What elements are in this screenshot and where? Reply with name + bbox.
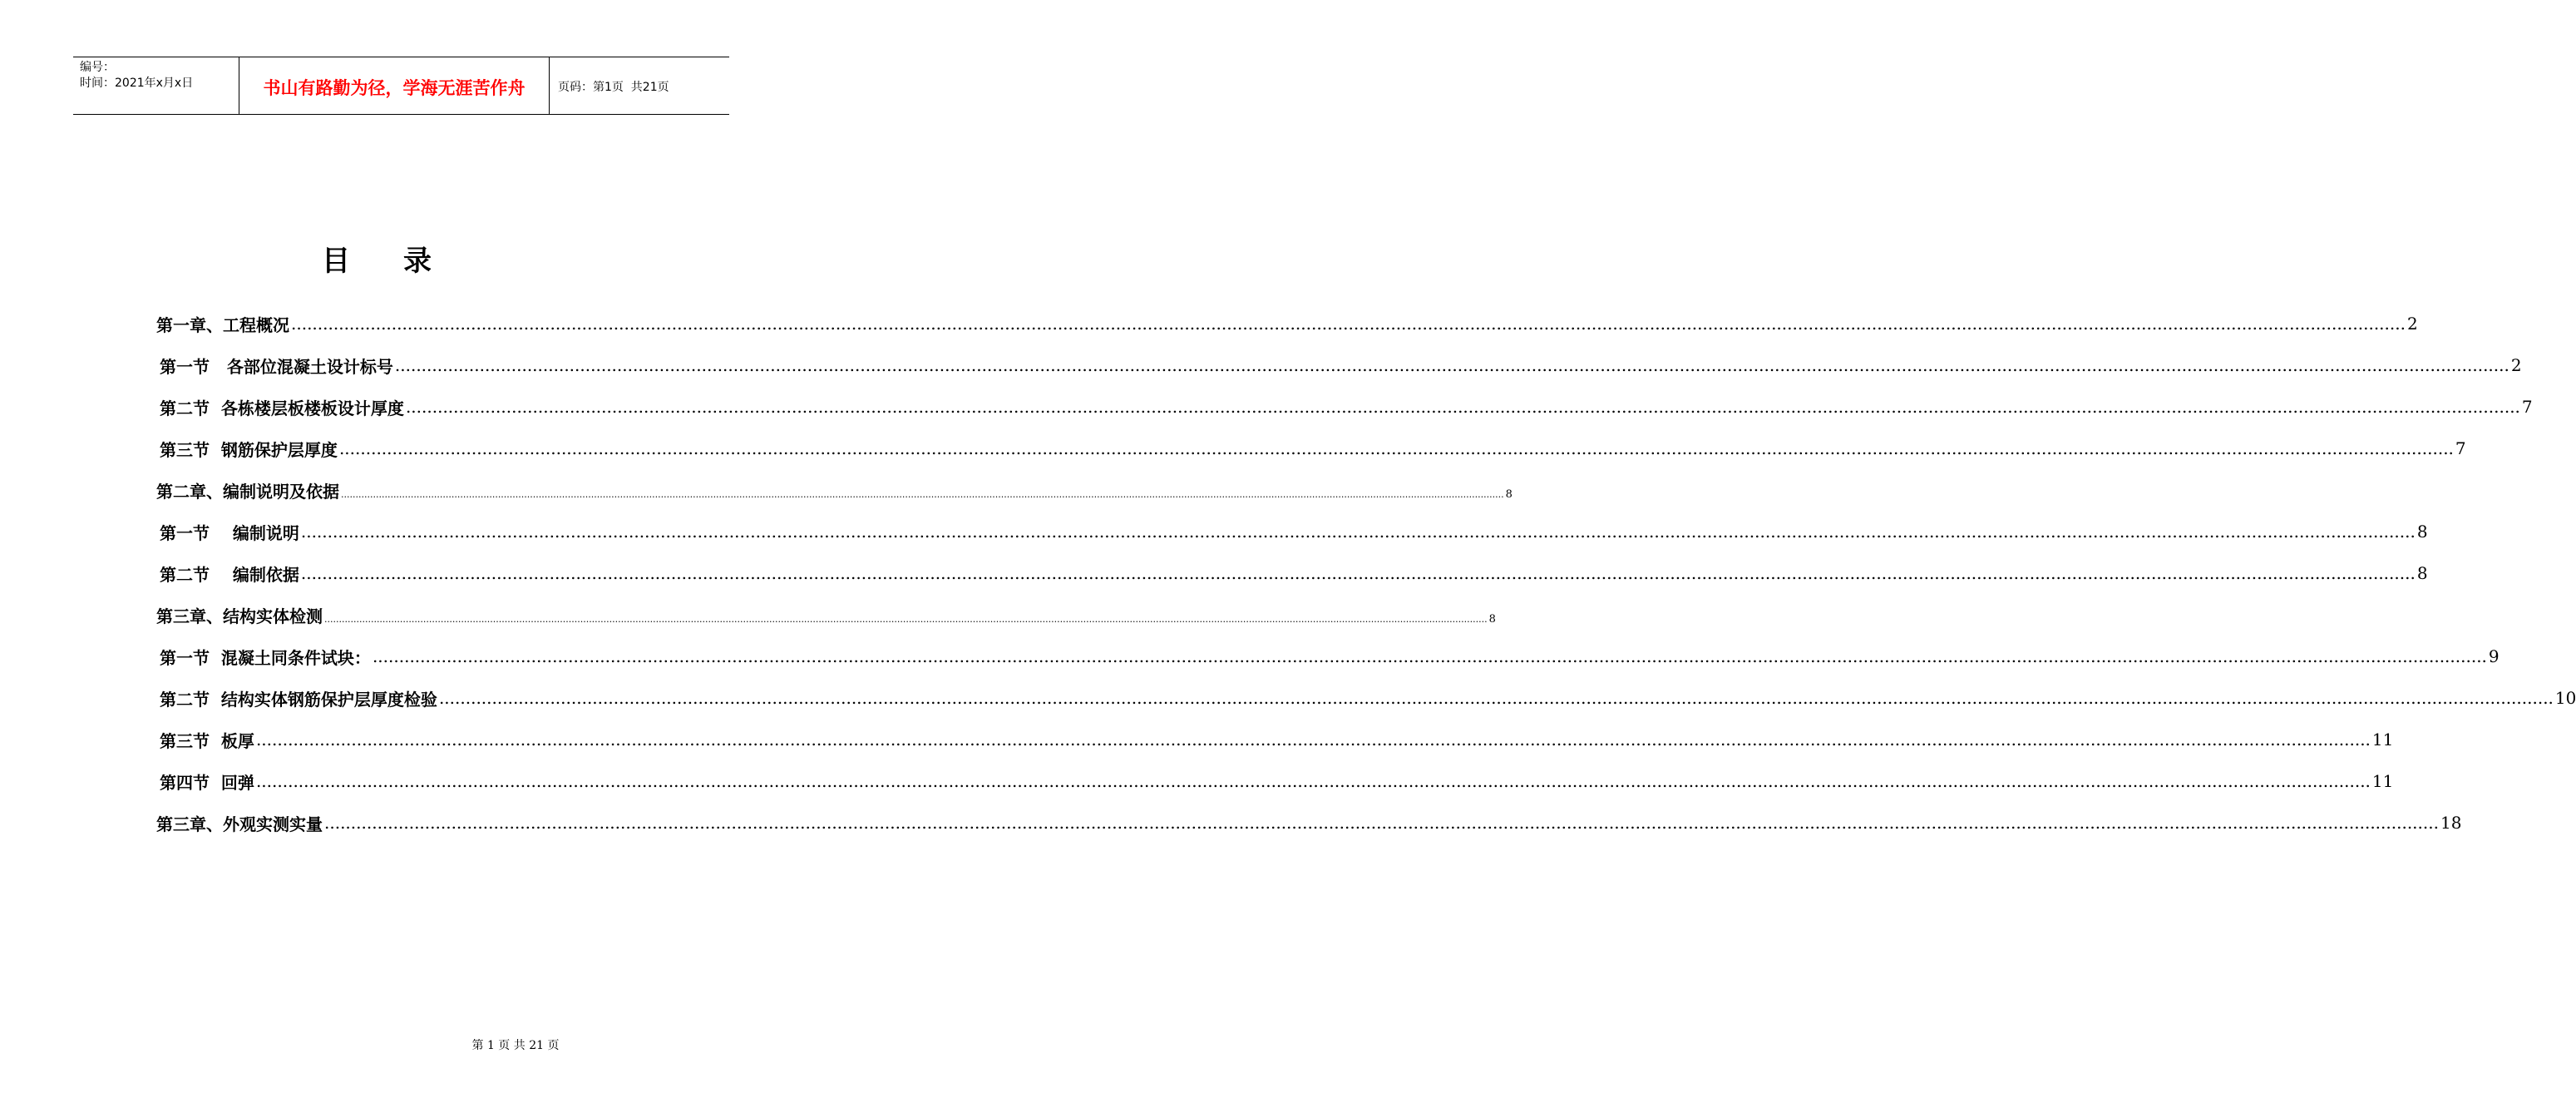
toc-entry-page: 11 bbox=[2371, 771, 2394, 791]
toc-entry-page: 8 bbox=[1488, 613, 1496, 626]
toc-entry-label: 第一节 混凝土同条件试块： bbox=[160, 647, 371, 668]
toc-entry[interactable] bbox=[156, 636, 2500, 677]
toc-entry-label: 第三节 钢筋保护层厚度 bbox=[160, 439, 338, 460]
toc-leader-dots: ................................................................................................................................................................................................................................................................................................................................................................................................................ bbox=[394, 355, 2509, 375]
toc-entry-label: 第二节 结构实体钢筋保护层厚度检验 bbox=[160, 689, 437, 710]
document-title: 目录 bbox=[322, 245, 485, 278]
header-number-label: 编号： bbox=[80, 61, 115, 74]
toc-leader-dots: ................................................................................................................................................................................................................................................................................................................................................................................................................ bbox=[338, 438, 2454, 458]
toc-entry[interactable] bbox=[156, 594, 1496, 636]
toc-leader-dots: ................................................................................................................................................................................................................................................................................................................................................................................................................ bbox=[372, 646, 2487, 666]
toc-entry-label: 第三章、外观实测实量 bbox=[156, 814, 323, 834]
header-motto: 书山有路勤为径，学海无涯苦作舟 bbox=[239, 57, 550, 114]
toc-entry[interactable] bbox=[156, 511, 2428, 552]
toc-leader-dots: ................................................................................................................................................................................................................................................................................................................................................................................................................ bbox=[341, 489, 1504, 500]
toc-entry-page: 8 bbox=[2416, 563, 2428, 583]
toc-entry-page: 2 bbox=[2406, 314, 2418, 334]
toc-entry-label: 第三章、结构实体检测 bbox=[156, 606, 323, 626]
toc-entry-page: 7 bbox=[2455, 438, 2466, 458]
toc-entry-label: 第三节 板厚 bbox=[160, 730, 254, 751]
toc-entry-page: 18 bbox=[2440, 813, 2462, 833]
toc-entry[interactable] bbox=[156, 802, 2462, 843]
toc-entry-label: 第二章、编制说明及依据 bbox=[156, 481, 339, 502]
header-time-label: 时间：2021年x月x日 bbox=[80, 77, 194, 90]
toc-entry[interactable] bbox=[156, 428, 2466, 469]
toc-leader-dots: ................................................................................................................................................................................................................................................................................................................................................................................................................ bbox=[324, 614, 1488, 625]
toc-entry-label: 第二节 各栋楼层板楼板设计厚度 bbox=[160, 398, 404, 418]
toc-leader-dots: ................................................................................................................................................................................................................................................................................................................................................................................................................ bbox=[405, 397, 2520, 417]
toc-leader-dots: ................................................................................................................................................................................................................................................................................................................................................................................................................ bbox=[300, 522, 2416, 542]
toc-entry[interactable] bbox=[156, 303, 2418, 344]
toc-leader-dots: ................................................................................................................................................................................................................................................................................................................................................................................................................ bbox=[438, 688, 2554, 708]
toc-entry-page: 11 bbox=[2371, 730, 2394, 749]
toc-leader-dots: ................................................................................................................................................................................................................................................................................................................................................................................................................ bbox=[300, 563, 2416, 583]
header-meta bbox=[73, 57, 239, 114]
toc-entry-page: 10 bbox=[2554, 688, 2576, 708]
toc-leader-dots: ................................................................................................................................................................................................................................................................................................................................................................................................................ bbox=[291, 314, 2406, 334]
page-footer: 第 1 页 共 21 页 bbox=[471, 1039, 560, 1052]
toc-entry[interactable] bbox=[156, 386, 2533, 428]
toc-entry[interactable] bbox=[156, 760, 2394, 802]
toc-entry-page: 7 bbox=[2521, 397, 2533, 417]
toc-entry-label: 第一节 编制说明 bbox=[160, 522, 299, 543]
toc-entry-page: 9 bbox=[2488, 646, 2500, 666]
toc-entry[interactable] bbox=[156, 719, 2394, 760]
table-of-contents bbox=[156, 303, 2576, 843]
toc-entry-label: 第二节 编制依据 bbox=[160, 564, 299, 585]
toc-entry-label: 第一节 各部位混凝土设计标号 bbox=[160, 356, 393, 377]
toc-entry-page: 8 bbox=[2416, 522, 2428, 542]
toc-entry-label: 第一章、工程概况 bbox=[156, 314, 289, 335]
header-page-info: 页码：第1页 共21页 bbox=[558, 81, 669, 94]
toc-entry[interactable] bbox=[156, 552, 2428, 594]
page-header bbox=[73, 57, 729, 115]
toc-entry-page: 2 bbox=[2510, 355, 2522, 375]
toc-entry[interactable] bbox=[156, 469, 1513, 511]
toc-leader-dots: ................................................................................................................................................................................................................................................................................................................................................................................................................ bbox=[255, 730, 2371, 749]
toc-entry-page: 8 bbox=[1505, 488, 1513, 501]
toc-entry[interactable] bbox=[156, 344, 2522, 386]
toc-entry[interactable] bbox=[156, 677, 2576, 719]
toc-entry-label: 第四节 回弹 bbox=[160, 772, 254, 793]
toc-leader-dots: ................................................................................................................................................................................................................................................................................................................................................................................................................ bbox=[255, 771, 2371, 791]
toc-leader-dots: ................................................................................................................................................................................................................................................................................................................................................................................................................ bbox=[324, 813, 2439, 833]
